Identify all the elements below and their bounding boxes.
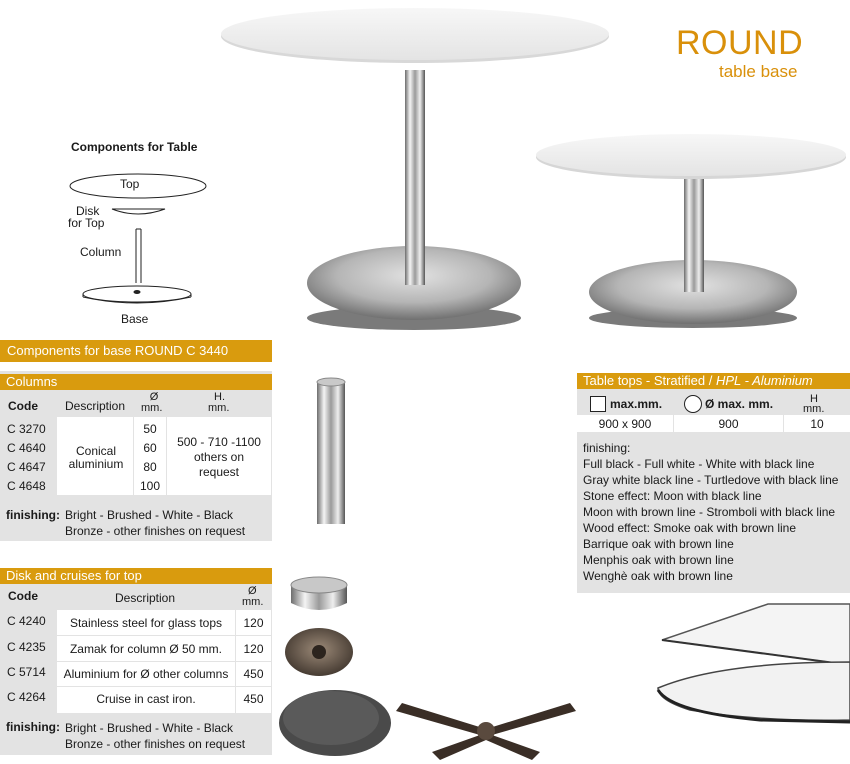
disk-finishing-label: finishing:	[6, 720, 60, 734]
column-code: C 3270	[7, 422, 46, 436]
columns-title: Columns	[0, 371, 272, 390]
column-diameter: 60	[143, 441, 157, 455]
components-heading: Components for Table	[71, 140, 198, 154]
small-table-image	[536, 134, 846, 328]
disk-row-diameter: 120	[243, 642, 264, 656]
tops-header-round: Ø max. mm.	[705, 397, 774, 411]
disk-row-diameter: 450	[243, 692, 264, 706]
table-top-samples	[658, 604, 850, 722]
square-top-icon	[590, 396, 606, 412]
disk-images	[279, 577, 576, 760]
tops-value-square: 900 x 900	[598, 417, 652, 431]
columns-finishing-label: finishing:	[6, 508, 60, 522]
tops-header-square: max.mm.	[610, 397, 663, 411]
columns-header-h-unit: mm.	[208, 402, 230, 414]
disk-row-code: C 4235	[7, 640, 46, 654]
disk-header-diam-unit: mm.	[242, 596, 264, 608]
disk-row-diameter: 450	[243, 667, 264, 681]
disk-panel	[0, 568, 272, 755]
columns-heights: 500 - 710 -1100 others on request	[177, 435, 261, 479]
base-components-bar: Components for base ROUND C 3440	[0, 340, 272, 362]
tops-header-h: H	[810, 393, 818, 405]
label-top: Top	[120, 177, 140, 191]
columns-description: Conical aluminium	[68, 444, 124, 471]
column-code: C 4640	[7, 441, 46, 455]
disk-header-description: Description	[115, 591, 176, 605]
columns-header-h: H.	[214, 391, 225, 403]
disk-row-code: C 4240	[7, 614, 46, 628]
tops-finishing-item: Gray white black line - Turtledove with black line	[583, 473, 839, 487]
columns-finishing-line2: Bronze - other finishes on request	[65, 524, 246, 538]
product-title: ROUND	[676, 24, 804, 62]
tops-finishing-item: Barrique oak with brown line	[583, 537, 734, 551]
tops-finishing-item: Moon with brown line - Stromboli with black line	[583, 505, 836, 519]
label-disk-for-top: for Top	[68, 216, 105, 230]
columns-header-diam-symbol: Ø	[149, 391, 159, 403]
column-diameter: 100	[139, 479, 161, 493]
label-column: Column	[80, 245, 122, 259]
tops-value-round: 900	[718, 417, 739, 431]
tops-finishing-item: Wenghè oak with brown line	[583, 569, 733, 583]
column-code: C 4647	[7, 460, 46, 474]
disk-title: Disk and cruises for top	[0, 568, 272, 584]
columns-panel	[0, 371, 272, 541]
round-top-icon	[684, 395, 702, 413]
columns-header-description: Description	[65, 399, 126, 413]
disk-row-code: C 4264	[7, 690, 46, 704]
disk-row-code: C 5714	[7, 665, 46, 679]
tops-finishing-item: Stone effect: Moon with black line	[583, 489, 762, 503]
disk-row-diameter: 120	[243, 616, 264, 630]
product-subtitle: table base	[719, 62, 798, 81]
disk-row-description: Aluminium for Ø other columns	[63, 667, 229, 681]
label-disk: Disk	[76, 204, 100, 218]
tops-finishing-list	[583, 440, 838, 584]
table-tops-panel	[577, 373, 850, 593]
column-code: C 4648	[7, 479, 46, 493]
tops-value-h: 10	[810, 417, 824, 431]
disk-header-diam-symbol: Ø	[248, 585, 257, 597]
disk-row-description: Cruise in cast iron.	[96, 692, 196, 706]
column-diameter: 80	[143, 460, 157, 474]
label-base: Base	[121, 312, 149, 326]
tops-finishing-item: Menphis oak with brown line	[583, 553, 734, 567]
disk-row-description: Stainless steel for glass tops	[69, 616, 223, 630]
tops-finishing-item: Wood effect: Smoke oak with brown line	[583, 521, 796, 535]
disk-finishing-line1: Bright - Brushed - White - Black	[65, 721, 234, 735]
tops-header-h-unit: mm.	[803, 403, 825, 415]
disk-finishing-line2: Bronze - other finishes on request	[65, 737, 246, 751]
columns-header-code: Code	[8, 399, 38, 413]
columns-diameters	[134, 420, 166, 496]
disk-row-description: Zamak for column Ø 50 mm.	[69, 642, 223, 656]
column-image	[317, 378, 345, 524]
column-diameter: 50	[143, 422, 157, 436]
columns-finishing-line1: Bright - Brushed - White - Black	[65, 508, 234, 522]
components-diagram	[70, 174, 206, 303]
columns-codes	[7, 420, 46, 496]
tops-finishing-label: finishing:	[583, 441, 631, 455]
disk-header-code: Code	[8, 589, 38, 603]
large-table-image	[221, 8, 609, 330]
table-tops-title: Table tops - Stratified / HPL - Aluminium	[577, 373, 850, 389]
tops-finishing-item: Full black - Full white - White with black line	[583, 457, 815, 471]
columns-header-diam-unit: mm.	[141, 402, 163, 414]
